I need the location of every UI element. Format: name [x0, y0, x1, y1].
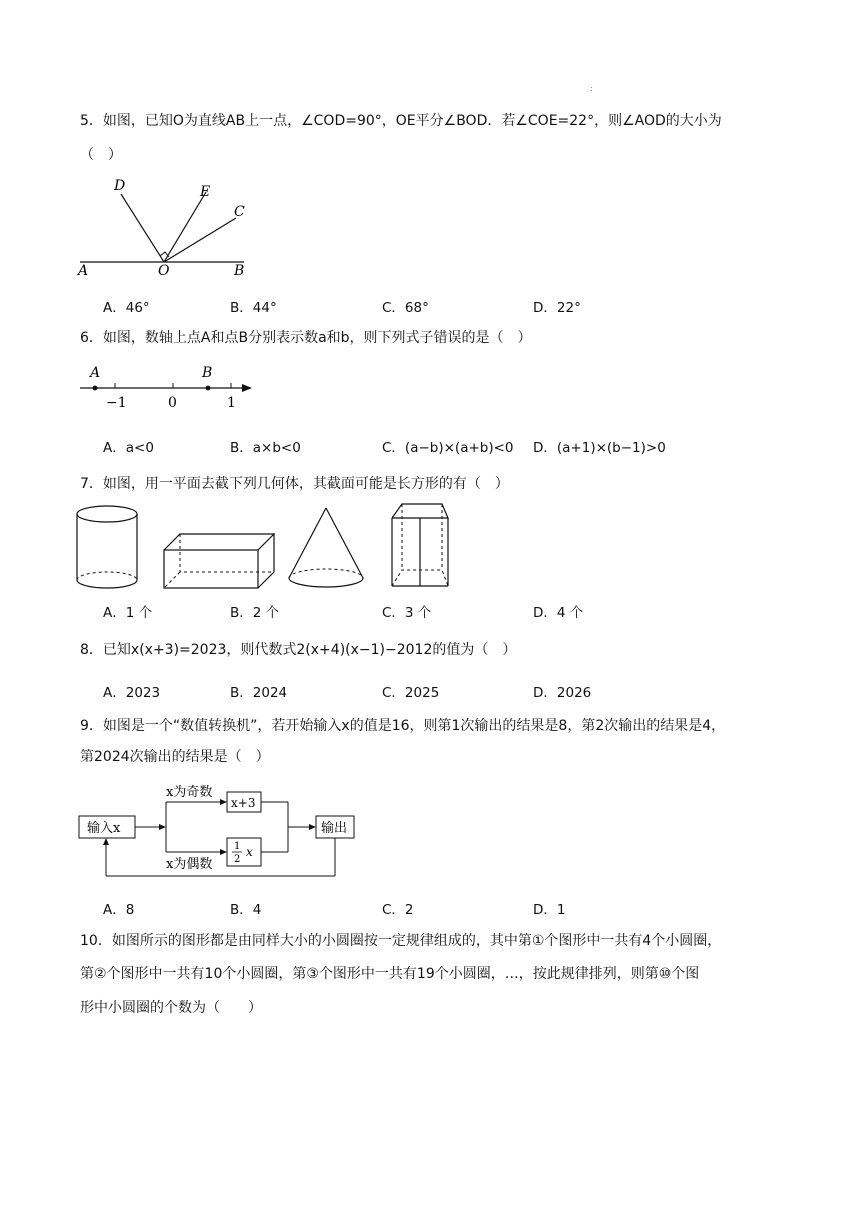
flow-plus3-label: x+3 — [231, 796, 256, 810]
q7-solids-figure — [74, 498, 454, 598]
q6-option-c: C．(a−b)×(a+b)<0 — [382, 440, 514, 456]
q9-option-a: A．8 — [103, 902, 135, 918]
q6-option-a: A．a<0 — [103, 440, 154, 456]
q9-flowchart — [78, 780, 363, 880]
q6-number-line — [76, 362, 261, 412]
q6-option-d: D．(a+1)×(b−1)>0 — [533, 440, 666, 456]
cuboid-shape — [164, 534, 274, 588]
cone-shape — [289, 508, 363, 587]
q5-stem: 5．如图，已知O为直线AB上一点，∠COD=90°，OE平分∠BOD．若∠COE=22°，则∠AOD的大小为 — [80, 113, 722, 129]
q7-option-d: D．4 个 — [533, 605, 584, 621]
q7-option-b: B．2 个 — [230, 605, 280, 621]
q5-label-a: A — [78, 263, 89, 279]
flow-even-label: x为偶数 — [166, 857, 213, 872]
q5-angle-figure — [76, 176, 256, 279]
page-mark: : — [590, 84, 593, 93]
q5-option-d: D．22° — [533, 300, 581, 316]
cylinder-shape — [77, 506, 137, 588]
q8-option-b: B．2024 — [230, 685, 288, 701]
q10-line3: 形中小圆圈的个数为（ ） — [80, 1000, 262, 1016]
q6-tick-minus-one: −1 — [106, 395, 127, 411]
q8-stem: 8．已知x(x+3)=2023，则代数式2(x+4)(x−1)−2012的值为（ ） — [80, 642, 517, 658]
q5-label-c: C — [234, 204, 245, 220]
q7-option-c: C．3 个 — [382, 605, 432, 621]
q7-option-a: A．1 个 — [103, 605, 153, 621]
q6-stem: 6．如图，数轴上点A和点B分别表示数a和b，则下列式子错误的是（ ） — [80, 330, 532, 346]
q6-label-a: A — [90, 365, 101, 381]
q5-label-d: D — [114, 178, 126, 194]
flow-half-denominator: 2 — [234, 854, 241, 865]
q9-option-b: B．4 — [230, 902, 262, 918]
q5-option-b: B．44° — [230, 300, 277, 316]
flow-half-variable: x — [246, 845, 253, 859]
q5-option-c: C．68° — [382, 300, 429, 316]
flow-output-label: 输出 — [321, 821, 348, 836]
prism-shape — [392, 504, 448, 586]
flow-odd-label: x为奇数 — [166, 785, 213, 800]
flow-input-label: 输入x — [87, 821, 121, 836]
q7-stem: 7．如图，用一平面去截下列几何体，其截面可能是长方形的有（ ） — [80, 476, 509, 492]
q10-line2: 第②个图形中一共有10个小圆圈，第③个图形中一共有19个小圆圈，…，按此规律排列，则第⑩个图 — [80, 966, 700, 982]
q8-option-c: C．2025 — [382, 685, 440, 701]
q6-option-b: B．a×b<0 — [230, 440, 301, 456]
q9-stem-line2: 第2024次输出的结果是（ ） — [80, 749, 270, 765]
q6-tick-one: 1 — [227, 395, 236, 411]
q5-option-a: A．46° — [103, 300, 150, 316]
q9-option-c: C．2 — [382, 902, 414, 918]
q8-option-a: A．2023 — [103, 685, 161, 701]
q6-label-b: B — [202, 365, 213, 381]
q9-stem-line1: 9．如图是一个“数值转换机”，若开始输入x的值是16，则第1次输出的结果是8，第2次输出的结果是4， — [80, 718, 726, 734]
q5-label-b: B — [234, 263, 245, 279]
q10-line1: 10．如图所示的图形都是由同样大小的小圆圈按一定规律组成的，其中第①个图形中一共有4个小圆圈， — [80, 933, 722, 949]
flow-half-numerator: 1 — [234, 841, 241, 852]
q9-option-d: D．1 — [533, 902, 566, 918]
q5-label-o: O — [158, 263, 170, 279]
q6-tick-zero: 0 — [168, 395, 177, 411]
q5-bracket: （ ） — [80, 147, 122, 163]
q5-label-e: E — [200, 184, 211, 200]
q8-option-d: D．2026 — [533, 685, 592, 701]
